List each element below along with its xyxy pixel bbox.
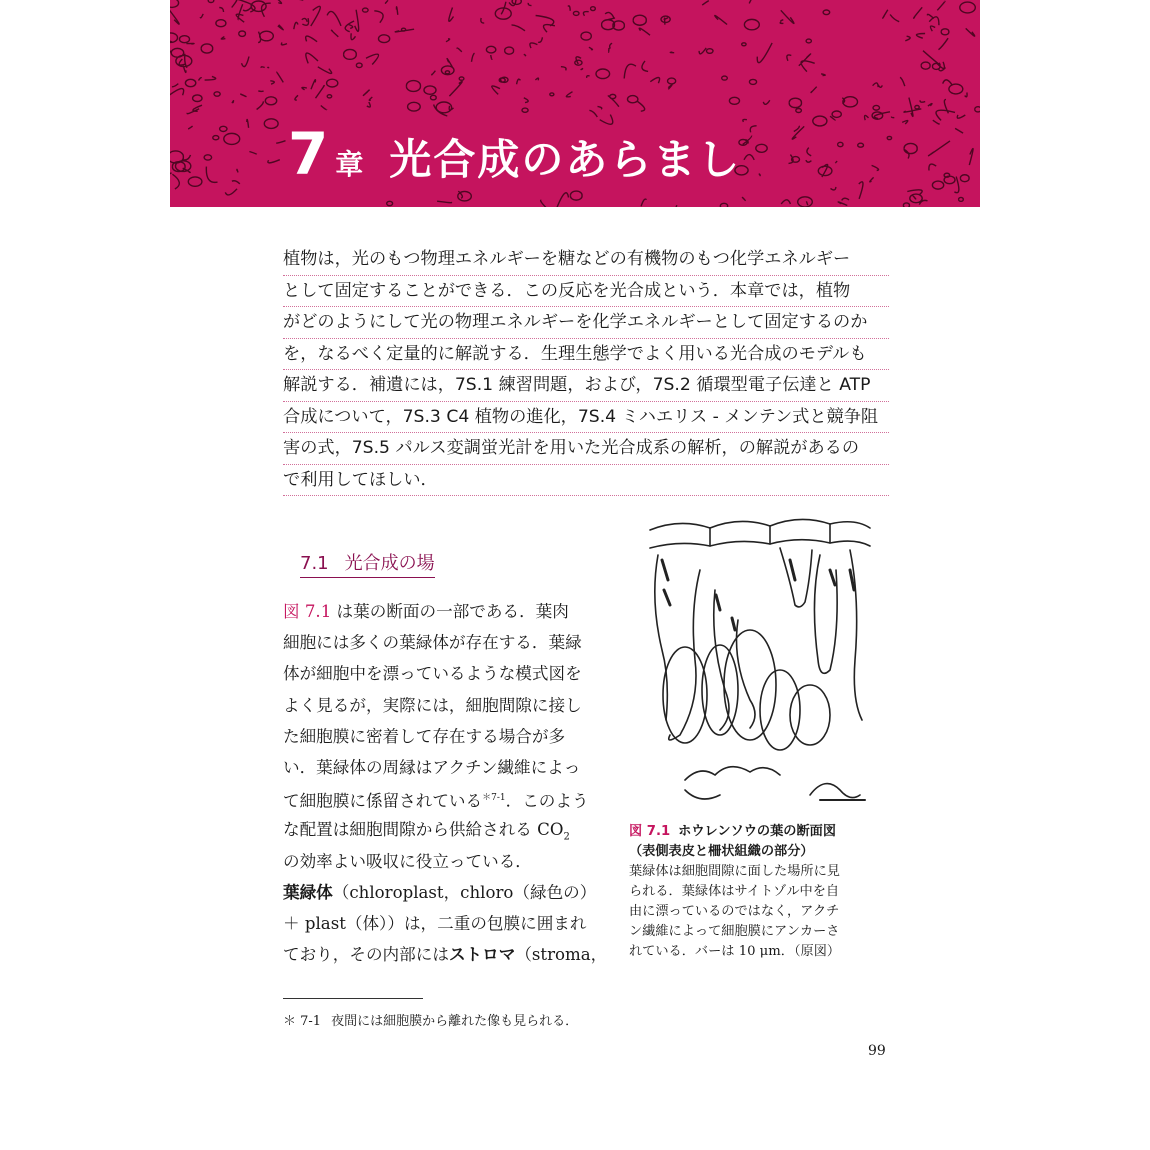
intro-line: 害の式，7S.5 パルス変調蛍光計を用いた光合成系の解析，の解説があるの xyxy=(283,433,889,465)
caption-line: ン繊維によって細胞膜にアンカーさ xyxy=(629,924,840,939)
body-line: 細胞には多くの葉緑体が存在する．葉緑 xyxy=(283,633,582,653)
figure-reference-link[interactable]: 図 7.1 xyxy=(283,602,332,621)
figure-label: 図 7.1 xyxy=(629,824,671,839)
body-line: 葉緑体（chloroplast，chloro（緑色の） xyxy=(283,882,597,902)
chapter-number: 7 xyxy=(288,120,330,188)
caption-line: 由に漂っているのではなく，アクチ xyxy=(629,904,840,919)
page-number: 99 xyxy=(868,1043,886,1059)
footnote xyxy=(283,1010,578,1029)
body-line: 体が細胞中を漂っているような模式図を xyxy=(283,664,582,684)
term-chloroplast: 葉緑体 xyxy=(283,882,333,902)
chapter-word: 章 xyxy=(335,148,364,181)
body-line: 図 7.1 は葉の断面の一部である．葉肉 xyxy=(283,602,569,621)
body-line: い．葉緑体の周縁はアクチン繊維によっ xyxy=(283,757,581,777)
chapter-banner xyxy=(170,0,980,207)
intro-line: として固定することができる．この反応を光合成という．本章では，植物 xyxy=(283,276,889,308)
leaf-cross-section-figure xyxy=(640,510,880,815)
subscript: 2 xyxy=(563,831,570,843)
figure-title: 図 7.1 ホウレンソウの葉の断面図 xyxy=(629,824,837,839)
intro-line: 合成について，7S.3 C4 植物の進化，7S.4 ミハエリス - メンテン式と競争阻 xyxy=(283,402,889,434)
intro-line: 植物は，光のもつ物理エネルギーを糖などの有機物のもつ化学エネルギー xyxy=(283,244,889,276)
footnote-marker[interactable]: ＊7-1 xyxy=(482,793,506,804)
intro-line: がどのようにして光の物理エネルギーを化学エネルギーとして固定するのか xyxy=(283,307,889,339)
intro-line: 解説する．補遺には，7S.1 練習問題，および，7S.2 循環型電子伝達と ATP xyxy=(283,370,889,402)
caption-line: れている．バーは 10 μm．（原図） xyxy=(629,944,841,959)
body-line: た細胞膜に密着して存在する場合が多 xyxy=(283,726,566,746)
intro-line: で利用してほしい． xyxy=(283,465,889,497)
figure-caption xyxy=(629,822,891,962)
body-line: な配置は細胞間隙から供給される $CO_2$ xyxy=(283,820,570,843)
section-number: 7.1 xyxy=(300,553,329,574)
body-line: て細胞膜に係留されている$^{*7-1}$．このよう xyxy=(283,791,589,811)
term-stroma: ストロマ xyxy=(448,945,516,965)
footnote-divider xyxy=(283,998,423,999)
footnote-mark: ＊ 7-1 xyxy=(283,1014,322,1029)
caption-line: られる．葉緑体はサイトゾル中を自 xyxy=(629,884,840,899)
body-text xyxy=(283,596,608,970)
footnote-text: 夜間には細胞膜から離れた像も見られる． xyxy=(331,1014,579,1029)
body-line: よく見るが，実際には，細胞間隙に接し xyxy=(283,695,582,715)
body-line: ＋ plast（体））は，二重の包膜に囲まれ xyxy=(283,913,587,933)
body-line: の効率よい吸収に役立っている． xyxy=(283,851,532,871)
caption-line: 葉緑体は細胞間隙に面した場所に見 xyxy=(629,864,840,879)
intro-paragraph xyxy=(283,244,889,496)
intro-line: を，なるべく定量的に解説する．生理生態学でよく用いる光合成のモデルも xyxy=(283,339,889,371)
chapter-title xyxy=(288,120,741,190)
figure-subtitle: （表側表皮と柵状組織の部分） xyxy=(629,844,814,859)
body-line: ており，その内部にはストロマ（stroma， xyxy=(283,945,608,965)
section-heading xyxy=(300,549,435,578)
chapter-name: 光合成のあらまし xyxy=(389,135,742,184)
section-title: 光合成の場 xyxy=(344,553,435,574)
